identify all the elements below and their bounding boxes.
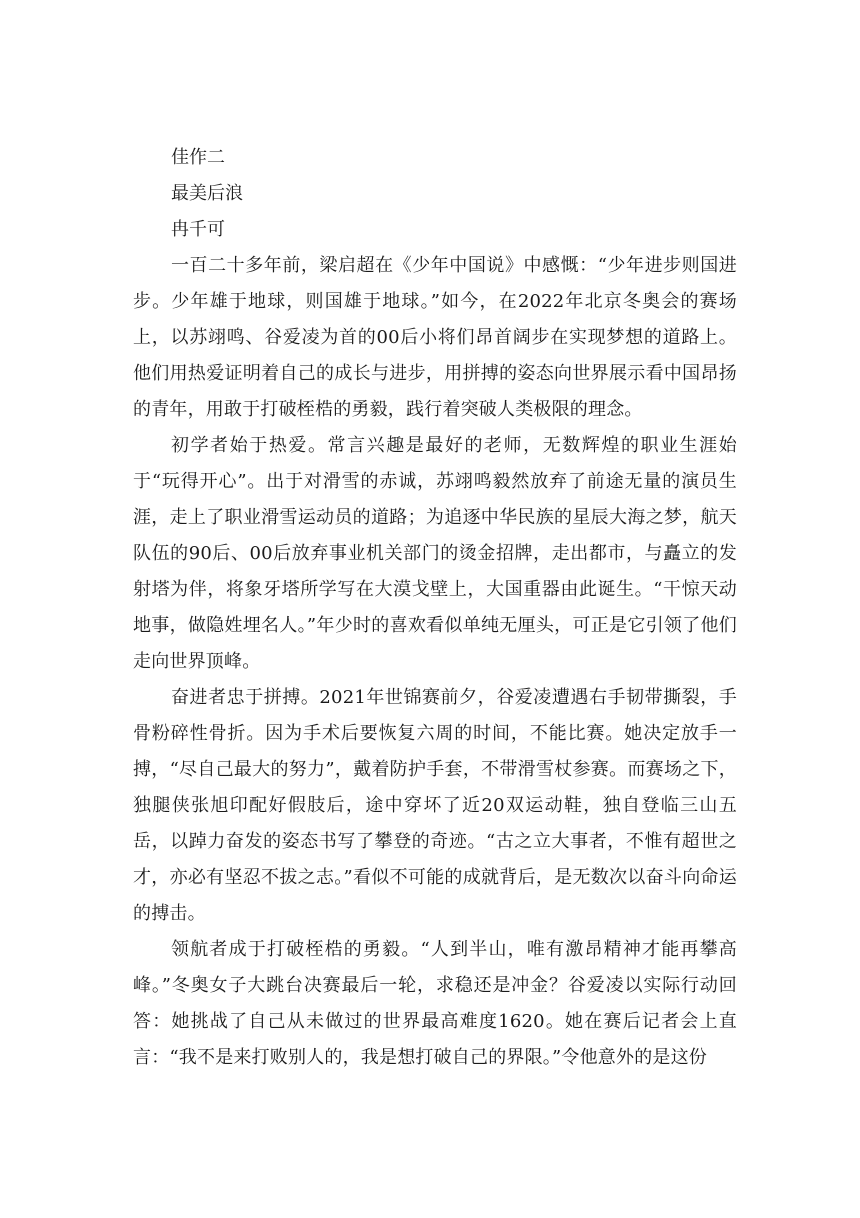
paragraph-2: 初学者始于热爱。常言兴趣是最好的老师，无数辉煌的职业生涯始于“玩得开心”。出于对滑雪的赤诚，苏翊鸣毅然放弃了前途无量的演员生涯，走上了职业滑雪运动员的道路；为追逐中华民族的星辰大海之梦，航天队伍的90后、00后放弃事业机关部门的烫金招牌，走出都市，与矗立的发射塔为伴，将象牙塔所学写在大漠戈壁上，大国重器由此诞生。“干惊天动地事，做隐姓埋名人。”年少时的喜欢看似单纯无厘头，可正是它引领了他们走向世界顶峰。 <box>133 435 737 672</box>
paragraph-3: 奋进者忠于拼搏。2021年世锦赛前夕，谷爱凌遭遇右手韧带撕裂，手骨粉碎性骨折。因为手术后要恢复六周的时间，不能比赛。她决定放手一搏，“尽自己最大的努力”，戴着防护手套，不带滑雪杖参赛。而赛场之下，独腿侠张旭印配好假肢后，途中穿坏了近20双运动鞋，独自登临三山五岳，以踔力奋发的姿态书写了攀登的奇迹。“古之立大事者，不惟有超世之才，亦必有坚忍不拔之志。”看似不可能的成就背后，是无数次以奋斗向命运的搏击。 <box>133 687 737 924</box>
paragraph-1: 一百二十多年前，梁启超在《少年中国说》中感慨：“少年进步则国进步。少年雄于地球，则国雄于地球。”如今，在2022年北京冬奥会的赛场上，以苏翊鸣、谷爱凌为首的00后小将们昂首阔步在实现梦想的道路上。他们用热爱证明着自己的成长与进步，用拼搏的姿态向世界展示看中国昂扬的青年，用敢于打破桎梏的勇毅，践行着突破人类极限的理念。 <box>133 255 737 420</box>
essay-author: 冉千可 <box>171 219 225 240</box>
essay-title: 最美后浪 <box>171 183 243 204</box>
paragraph-4: 领航者成于打破桎梏的勇毅。“人到半山，唯有激昂精神才能再攀高峰。”冬奥女子大跳台决赛最后一轮，求稳还是冲金？谷爱凌以实际行动回答：她挑战了自己从未做过的世界最高难度1620。她在赛后记者会上直言：“我不是来打败别人的，我是想打破自己的界限。”令他意外的是这份 <box>133 939 737 1068</box>
document-body <box>133 140 737 1076</box>
essay-label: 佳作二 <box>171 147 225 168</box>
